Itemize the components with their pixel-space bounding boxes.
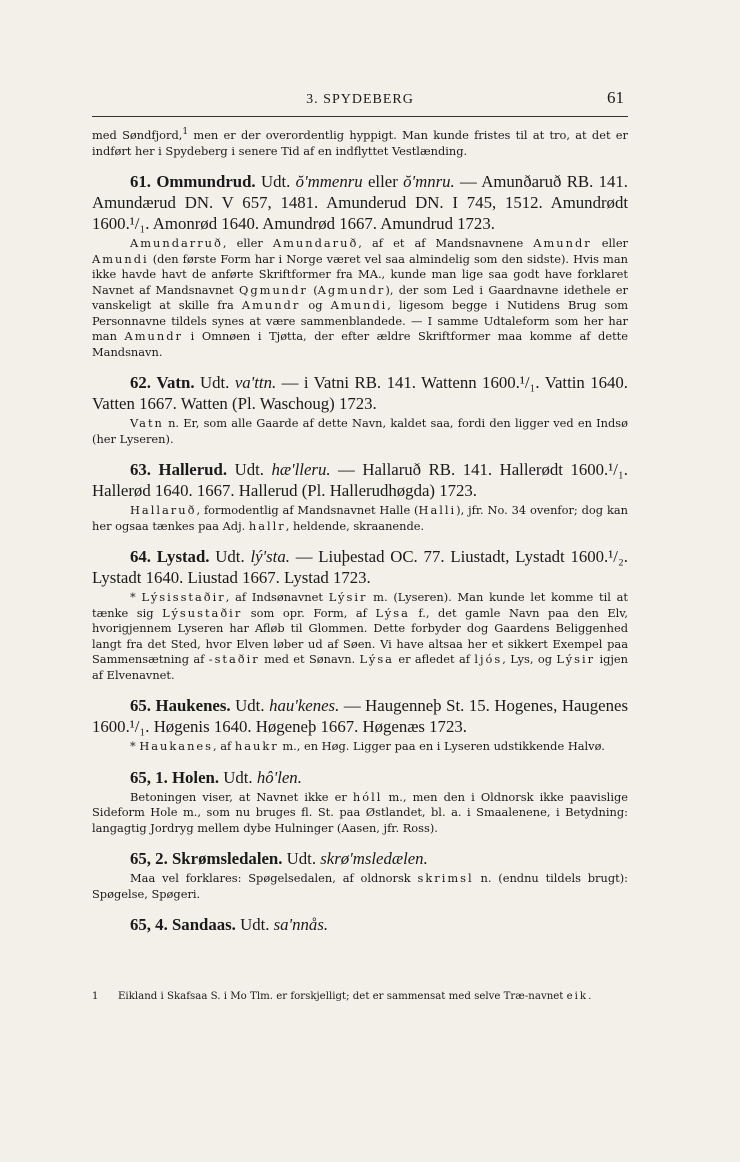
etym-term: Vatn	[130, 416, 164, 430]
text-run: igjen af Elvenavnet.	[92, 652, 628, 682]
historic-forms: — i Vatni RB. 141. Wattenn 1600.¹/₁. Vattin 1640. Vatten 1667. Watten (Pl. Waschoug) 1723.	[92, 373, 629, 413]
text-run: , Lys, og	[502, 652, 557, 666]
etym-term: Lýsisstaðir	[141, 590, 226, 604]
page-body	[92, 128, 628, 935]
udt-label: Udt.	[230, 696, 270, 715]
etym-term: Amundr	[124, 329, 183, 343]
entry-explanation	[92, 871, 628, 902]
entry-65-1	[92, 767, 628, 837]
pronunciation: ŏ'mmenru	[295, 172, 363, 191]
entry-number: 62.	[130, 373, 151, 392]
entry-64	[92, 546, 628, 683]
entry-explanation	[92, 416, 628, 447]
pronunciation: lý'sta.	[250, 547, 290, 566]
etym-term: Halli	[418, 503, 457, 517]
entry-65-2	[92, 848, 628, 902]
asterisk: *	[130, 590, 142, 604]
text-run: eller	[591, 236, 629, 250]
etym-term: Amundr	[241, 298, 301, 312]
entry-explanation	[92, 503, 628, 534]
intro-text-cont: men er der overordentlig hyppigt. Man kunde fristes til at tro, at det er indført her i Spydeberg i senere Tid af en indflyttet Vestlænding.	[92, 128, 628, 158]
farm-name: Haukenes.	[155, 696, 231, 715]
historic-forms: — Hallaruð RB. 141. Hallerødt 1600.¹/₁. Hallerød 1640. 1667. Hallerud (Pl. Hallerudhøgda) 1723.	[92, 460, 628, 500]
entry-heading	[92, 695, 628, 737]
entry-63	[92, 459, 628, 534]
footnote	[92, 990, 628, 1003]
entry-number: 65, 1.	[130, 767, 168, 787]
intro-paragraph	[92, 128, 628, 159]
footnote-mark: 1	[92, 991, 99, 1002]
entry-explanation	[92, 790, 628, 837]
etym-term: hóll	[352, 789, 383, 804]
page-number: 61	[607, 88, 624, 107]
farm-name: Skrømsledalen.	[171, 849, 283, 868]
text-run: f., det gamle Navn paa den Elv, hvorigjennem Lyseren har Afløb til Glommen. Dette forbyder dog Gaardens Beliggenhed langt fra det Sted, hvor Elven løber ud af Søen. Vi have altsaa her et sikkert Exempel paa Sammensætning af	[92, 605, 628, 666]
etym-term: hallr	[248, 518, 286, 533]
etym-term: Haukanes	[139, 739, 214, 753]
historic-forms: — Amunðaruð RB. 141. Amundærud DN. V 657, 1481. Amunderud DN. I 745, 1512. Amundrødt 1600.¹/₁. Amonrød 1640. Amundrød 1667. Amundrud 1723.	[92, 172, 629, 233]
farm-name: Vatn.	[156, 373, 195, 392]
entry-65-4	[92, 914, 628, 935]
text-run: ), jfr. No. 34 ovenfor; dog kan her ogsaa tænkes paa Adj.	[92, 503, 628, 533]
entry-number: 63.	[130, 460, 151, 479]
text-run: er afledet af	[393, 652, 475, 666]
entry-heading	[92, 372, 628, 414]
etym-term: Lýsustaðir	[162, 605, 243, 620]
udt-label: Udt.	[194, 373, 235, 392]
udt-label: Udt.	[282, 849, 321, 868]
udt-label: Udt.	[255, 172, 296, 191]
entry-number: 65, 4.	[130, 915, 168, 934]
entry-number: 65, 2.	[130, 849, 168, 868]
text-run: i Omnøen i Tjøtta, der efter ældre Skriftformer maa komme af dette Mandsnavn.	[92, 329, 628, 359]
etym-term: Lýsir	[556, 652, 596, 666]
entry-number: 65.	[130, 696, 151, 715]
entry-number: 61.	[130, 172, 151, 191]
udt-label: Udt.	[219, 767, 257, 787]
farm-name: Holen.	[171, 767, 220, 787]
text-run: ), der som Led i Gaardnavne idethele er vanskeligt at skille fra	[92, 282, 628, 312]
asterisk: *	[130, 739, 140, 753]
text-run: , formodentlig af Mandsnavnet Halle (	[196, 503, 419, 517]
text-run: med et Sønavn.	[259, 652, 360, 666]
farm-name: Hallerud.	[158, 460, 228, 479]
text-run: Betoningen viser, at Navnet ikke er	[130, 789, 353, 804]
entry-heading	[92, 171, 628, 234]
udt-label: Udt.	[227, 460, 272, 479]
pronunciation-alt: ŏ'mnru.	[403, 172, 455, 191]
farm-name: Lystad.	[156, 547, 210, 566]
etym-term: Amundr	[533, 236, 592, 250]
text-run: m., en Høg. Ligger paa en i Lyseren udstikkende Halvø.	[278, 739, 605, 753]
entry-heading	[92, 848, 628, 869]
pronunciation: hô'len.	[256, 767, 302, 787]
pronunciation: hau'kenes.	[269, 696, 340, 715]
text-run: , af	[213, 739, 235, 753]
text-run: (den første Form har i Norge været vel saa almindelig som den sidste). Hvis man ikke havde havt de anførte Skriftformer fra MA., kunde man lige saa godt have forklaret Navnet af Mandsnavnet	[92, 251, 628, 297]
etym-term: ljós	[474, 652, 503, 666]
entry-heading	[92, 914, 628, 935]
entry-number: 64.	[130, 547, 151, 566]
etym-term: Lýsa	[359, 652, 394, 666]
text-run: n. (endnu tildels brugt): Spøgelse, Spøgeri.	[92, 871, 628, 901]
footnote-ref: 1	[182, 127, 189, 138]
farm-name: Sandaas.	[171, 915, 236, 934]
pronunciation: va'ttn.	[234, 373, 277, 392]
text-run: m. (Lyseren). Man kunde let komme til at tænke sig	[92, 590, 628, 620]
entry-62	[92, 372, 628, 447]
pronunciation: hæ'lleru.	[271, 460, 331, 479]
text-run: , eller	[222, 236, 273, 250]
etym-term: skrimsl	[417, 871, 474, 885]
etym-term: Qgmundr	[239, 282, 308, 297]
historic-forms: — Liuþestad OC. 77. Liustadt, Lystadt 1600.¹/₂. Lystadt 1640. Liustad 1667. Lystad 1723.	[92, 547, 628, 587]
running-title: 3. SPYDEBERG	[306, 92, 414, 107]
pronunciation: sa'nnås.	[273, 915, 329, 934]
udt-label: Udt.	[209, 547, 251, 566]
text-run: , af Indsønavnet	[225, 590, 329, 604]
etym-term: Lýsa	[375, 605, 410, 620]
text-run: Maa vel forklares: Spøgelsedalen, af oldnorsk	[130, 871, 418, 885]
entry-heading	[92, 767, 628, 788]
etym-term: -staðir	[208, 652, 260, 666]
connector: eller	[362, 172, 404, 191]
etym-term: Agmundr	[317, 282, 386, 297]
entry-heading	[92, 546, 628, 588]
entry-explanation	[92, 739, 628, 755]
intro-text: med Søndfjord,	[92, 128, 183, 142]
etym-term: eik	[566, 991, 589, 1002]
entry-61	[92, 171, 628, 360]
text-run: n. Er, som alle Gaarde af dette Navn, kaldet saa, fordi den ligger ved en Indsø (her Lyseren).	[92, 416, 628, 446]
entry-explanation	[92, 236, 628, 360]
pronunciation: skrø'msledælen.	[320, 849, 428, 868]
farm-name: Ommundrud.	[156, 172, 256, 191]
text-run: (	[307, 282, 318, 297]
etym-term: Hallaruð	[130, 503, 197, 517]
footnote-text: Eikland i Skafsaa S. i Mo Tlm. er forskjelligt; det er sammensat med selve Træ-navnet	[118, 991, 567, 1002]
footnote-text-end: .	[588, 991, 592, 1002]
etym-term: Amundi	[92, 251, 149, 266]
etym-term: Amundi	[330, 298, 388, 312]
udt-label: Udt.	[235, 915, 274, 934]
text-run: , ligesom begge i Nutidens Brug som Personnavne tildels synes at være sammenblandede. — I samme Udtaleform som her har man	[92, 298, 628, 343]
entry-heading	[92, 459, 628, 501]
text-run: , heldende, skraanende.	[285, 518, 425, 533]
etym-term: Lýsir	[328, 590, 368, 604]
text-run: som opr. Form, af	[242, 605, 376, 620]
historic-forms: — Haugenneþ St. 15. Hogenes, Haugenes 1600.¹/₁. Høgenis 1640. Høgeneþ 1667. Høgenæs 1723.	[92, 696, 628, 736]
text-run: m., men den i Oldnorsk ikke paavislige Sideform Hole m., som nu bruges fl. St. paa Østlandet, bl. a. i Smaalenene, i Betydning: langagtig Jordryg mellem dybe Hulninger (Aasen, jfr. Ross).	[92, 789, 628, 835]
entry-65	[92, 695, 628, 755]
text-run: og	[300, 298, 331, 312]
etym-term: Amundaruð	[272, 236, 359, 250]
etym-term: Amundarruð	[130, 236, 223, 250]
entry-explanation	[92, 590, 628, 683]
page-header	[92, 88, 628, 117]
text-run: , af et af Mandsnavnene	[358, 236, 534, 250]
etym-term: haukr	[234, 739, 279, 753]
